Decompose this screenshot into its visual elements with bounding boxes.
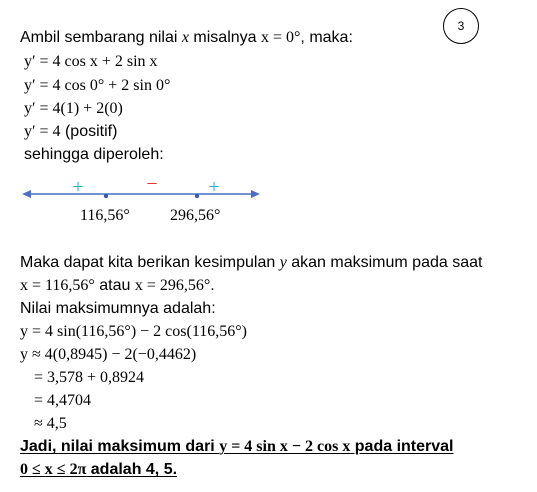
sign-left-plus: + xyxy=(72,176,84,198)
number-line xyxy=(22,190,260,198)
conclusion-text-b: akan maksimum pada saat xyxy=(286,254,483,271)
final-text-b: pada interval xyxy=(350,438,454,455)
final-line-1 xyxy=(20,437,453,457)
final-text-d: adalah 4, 5. xyxy=(86,461,178,478)
conclusion-text-a: Maka dapat kita berikan kesimpulan xyxy=(20,254,280,271)
conclusion-point-1: x = 116,56° xyxy=(20,277,95,294)
final-text-a: Jadi, nilai maksimum dari xyxy=(20,438,220,455)
critical-point-2 xyxy=(195,194,199,198)
final-interval: 0 ≤ x ≤ 2π xyxy=(20,461,87,478)
sehingga-text: sehingga diperoleh: xyxy=(24,146,164,163)
step-2: y′ = 4 cos 0° + 2 sin 0° xyxy=(24,77,171,94)
calc-line-4: = 4,4704 xyxy=(34,392,92,409)
calc-line-1: y = 4 sin(116,56°) − 2 cos(116,56°) xyxy=(20,323,247,340)
step-4-note: (positif) xyxy=(60,123,118,140)
step-1: y′ = 4 cos x + 2 sin x xyxy=(24,53,158,70)
intro-var: x xyxy=(181,29,189,46)
final-line-2 xyxy=(20,460,177,480)
sign-right-plus: + xyxy=(208,176,220,198)
calc-line-2: y ≈ 4(0,8945) − 2(−0,4462) xyxy=(20,346,197,363)
intro-text-b: misalnya xyxy=(188,29,261,46)
intro-text-a: Ambil sembarang nilai xyxy=(20,29,182,46)
max-label: Nilai maksimumnya adalah: xyxy=(20,300,216,317)
point-label-1: 116,56° xyxy=(80,207,130,224)
conclusion-line-1 xyxy=(20,253,482,273)
intro-text-c: , maka: xyxy=(300,29,353,46)
conclusion-period: . xyxy=(210,277,215,294)
conclusion-line-2 xyxy=(20,276,215,296)
final-function: y = 4 sin x − 2 cos x xyxy=(219,438,351,455)
page-number-badge: 3 xyxy=(443,8,479,44)
intro-condition: x = 0° xyxy=(261,29,301,46)
conclusion-point-2: x = 296,56° xyxy=(134,277,211,294)
calc-line-3: = 3,578 + 0,8924 xyxy=(34,369,145,386)
point-label-2: 296,56° xyxy=(170,207,221,224)
step-4-math: y′ = 4 xyxy=(24,123,61,140)
conclusion-var: y xyxy=(279,254,287,271)
sign-middle-minus: − xyxy=(146,173,158,195)
step-3: y′ = 4(1) + 2(0) xyxy=(24,100,123,117)
calc-line-5: ≈ 4,5 xyxy=(34,415,67,432)
right-arrow-head xyxy=(251,190,260,198)
critical-point-1 xyxy=(104,194,108,198)
conclusion-or: atau xyxy=(94,277,135,294)
left-arrow-head xyxy=(22,190,31,198)
